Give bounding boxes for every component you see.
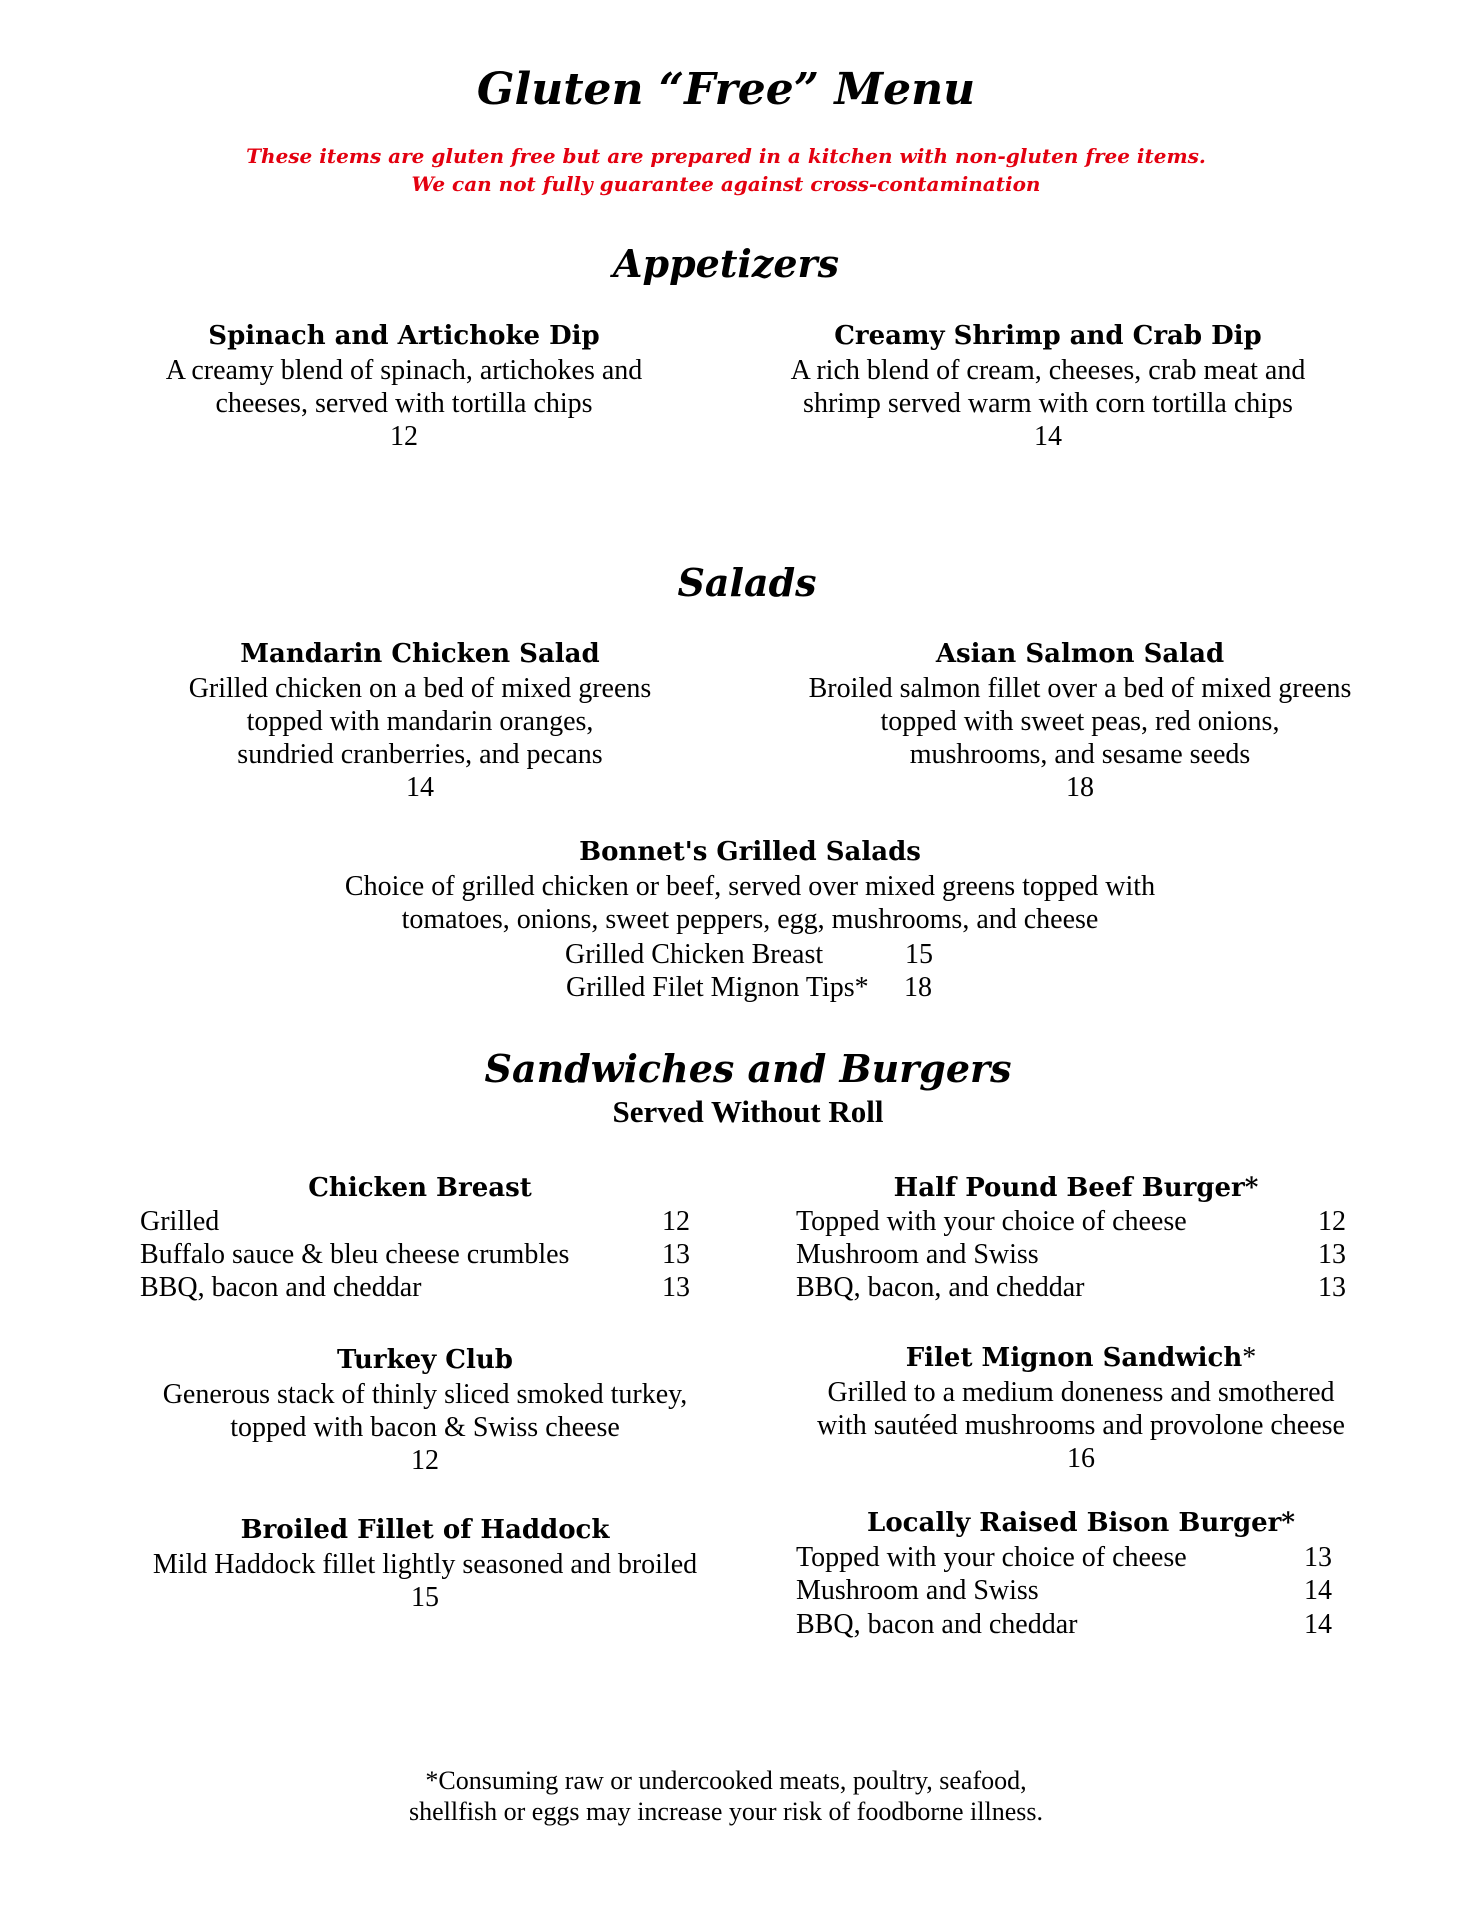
item-name: Spinach and Artichoke Dip xyxy=(208,321,600,351)
price-row xyxy=(565,938,945,971)
option-price: 13 xyxy=(662,1272,690,1303)
footnote-line-1: *Consuming raw or undercooked meats, poultry, seafood, xyxy=(425,1766,1027,1795)
item-description-line: Grilled to a medium doneness and smothered xyxy=(827,1377,1335,1408)
price-row xyxy=(796,1205,1356,1238)
price-row xyxy=(140,1271,700,1304)
item-description-line: Grilled chicken on a bed of mixed greens xyxy=(188,673,652,704)
disclaimer xyxy=(0,142,1452,198)
page-title: Gluten “Free” Menu xyxy=(476,64,976,115)
item-name-chicken-breast: Chicken Breast xyxy=(308,1173,532,1203)
price-row xyxy=(140,1238,700,1271)
item-description-line: cheeses, served with tortilla chips xyxy=(215,388,593,419)
option-price: 13 xyxy=(1318,1272,1346,1303)
item-name: Asian Salmon Salad xyxy=(935,639,1225,669)
item-description-line: with sautéed mushrooms and provolone cheese xyxy=(817,1410,1345,1441)
item-price: 16 xyxy=(1067,1443,1095,1474)
menu-item-haddock xyxy=(120,1512,730,1614)
option-price: 12 xyxy=(662,1206,690,1237)
item-name-beef-burger: Half Pound Beef Burger* xyxy=(893,1173,1259,1203)
item-name: Creamy Shrimp and Crab Dip xyxy=(834,321,1262,351)
item-description-line: A rich blend of cream, cheeses, crab meat and xyxy=(790,355,1306,386)
option-label: Mushroom and Swiss xyxy=(796,1239,1039,1270)
item-price: 14 xyxy=(406,772,434,803)
option-label: Grilled Chicken Breast xyxy=(565,939,824,970)
item-price: 12 xyxy=(411,1445,439,1476)
price-row xyxy=(796,1608,1356,1641)
option-label: Buffalo sauce & bleu cheese crumbles xyxy=(140,1239,570,1270)
footnote xyxy=(0,1765,1452,1827)
item-description-line: Generous stack of thinly sliced smoked turkey, xyxy=(162,1379,688,1410)
option-label: Grilled xyxy=(140,1206,220,1237)
option-price: 14 xyxy=(1304,1609,1332,1640)
item-name: Mandarin Chicken Salad xyxy=(240,639,600,669)
sandwiches-subheading: Served Without Roll xyxy=(612,1094,884,1129)
option-label: Mushroom and Swiss xyxy=(796,1575,1039,1606)
item-description-line: shrimp served warm with corn tortilla chips xyxy=(803,388,1293,419)
item-price: 18 xyxy=(1066,772,1094,803)
item-description-line: topped with bacon & Swiss cheese xyxy=(230,1412,620,1443)
item-description-line: tomatoes, onions, sweet peppers, egg, mushrooms, and cheese xyxy=(401,904,1099,935)
item-description-line: sundried cranberries, and pecans xyxy=(237,739,603,770)
menu-item-mandarin-salad xyxy=(120,636,720,804)
appetizers-heading: Appetizers xyxy=(613,241,839,286)
price-row xyxy=(796,1238,1356,1271)
item-description-line: Broiled salmon fillet over a bed of mixed greens xyxy=(808,673,1352,704)
item-name: Turkey Club xyxy=(337,1345,513,1375)
disclaimer-line-1: These items are gluten free but are prepared in a kitchen with non-gluten free items. xyxy=(246,144,1206,168)
item-name: Filet Mignon Sandwich xyxy=(905,1343,1243,1373)
item-price: 15 xyxy=(411,1582,439,1613)
option-price: 13 xyxy=(1318,1239,1346,1270)
option-label: BBQ, bacon and cheddar xyxy=(796,1609,1078,1640)
item-description-line: mushrooms, and sesame seeds xyxy=(909,739,1251,770)
item-price: 12 xyxy=(390,421,418,452)
option-label: Topped with your choice of cheese xyxy=(796,1206,1187,1237)
item-description-line: Choice of grilled chicken or beef, served over mixed greens topped with xyxy=(344,871,1156,902)
item-price: 14 xyxy=(1034,421,1062,452)
menu-item-asian-salmon-salad xyxy=(770,636,1390,804)
menu-item-shrimp-crab-dip xyxy=(752,318,1344,453)
price-row xyxy=(796,1574,1356,1607)
price-row xyxy=(796,1271,1356,1304)
option-price: 18 xyxy=(904,972,932,1003)
option-price: 13 xyxy=(1304,1542,1332,1573)
item-name-bison-burger: Locally Raised Bison Burger* xyxy=(867,1508,1295,1538)
option-label: BBQ, bacon, and cheddar xyxy=(796,1272,1085,1303)
menu-item-turkey-club xyxy=(120,1342,730,1477)
footnote-line-2: shellfish or eggs may increase your risk of foodborne illness. xyxy=(409,1797,1043,1826)
item-description-line: A creamy blend of spinach, artichokes and xyxy=(165,355,643,386)
item-description-line: topped with mandarin oranges, xyxy=(246,706,594,737)
option-label: Topped with your choice of cheese xyxy=(796,1542,1187,1573)
item-description-line: topped with sweet peas, red onions, xyxy=(880,706,1280,737)
price-row xyxy=(796,1541,1356,1574)
item-name: Broiled Fillet of Haddock xyxy=(240,1515,610,1545)
option-price: 13 xyxy=(662,1239,690,1270)
menu-item-grilled-salads xyxy=(240,834,1260,936)
menu-item-filet-sandwich xyxy=(776,1340,1386,1475)
option-price: 12 xyxy=(1318,1206,1346,1237)
option-label: BBQ, bacon and cheddar xyxy=(140,1272,422,1303)
option-price: 14 xyxy=(1304,1575,1332,1606)
menu-item-spinach-dip xyxy=(108,318,700,453)
disclaimer-line-2: We can not fully guarantee against cross-contamination xyxy=(411,172,1041,196)
price-row xyxy=(566,971,946,1004)
item-name-asterisk: * xyxy=(1242,1342,1257,1373)
sandwiches-heading: Sandwiches and Burgers xyxy=(484,1046,1012,1091)
price-row xyxy=(140,1205,700,1238)
option-label: Grilled Filet Mignon Tips* xyxy=(566,972,869,1003)
option-price: 15 xyxy=(905,939,933,970)
item-description-line: Mild Haddock fillet lightly seasoned and broiled xyxy=(152,1549,698,1580)
item-name: Bonnet's Grilled Salads xyxy=(579,837,921,867)
salads-heading: Salads xyxy=(677,560,817,605)
